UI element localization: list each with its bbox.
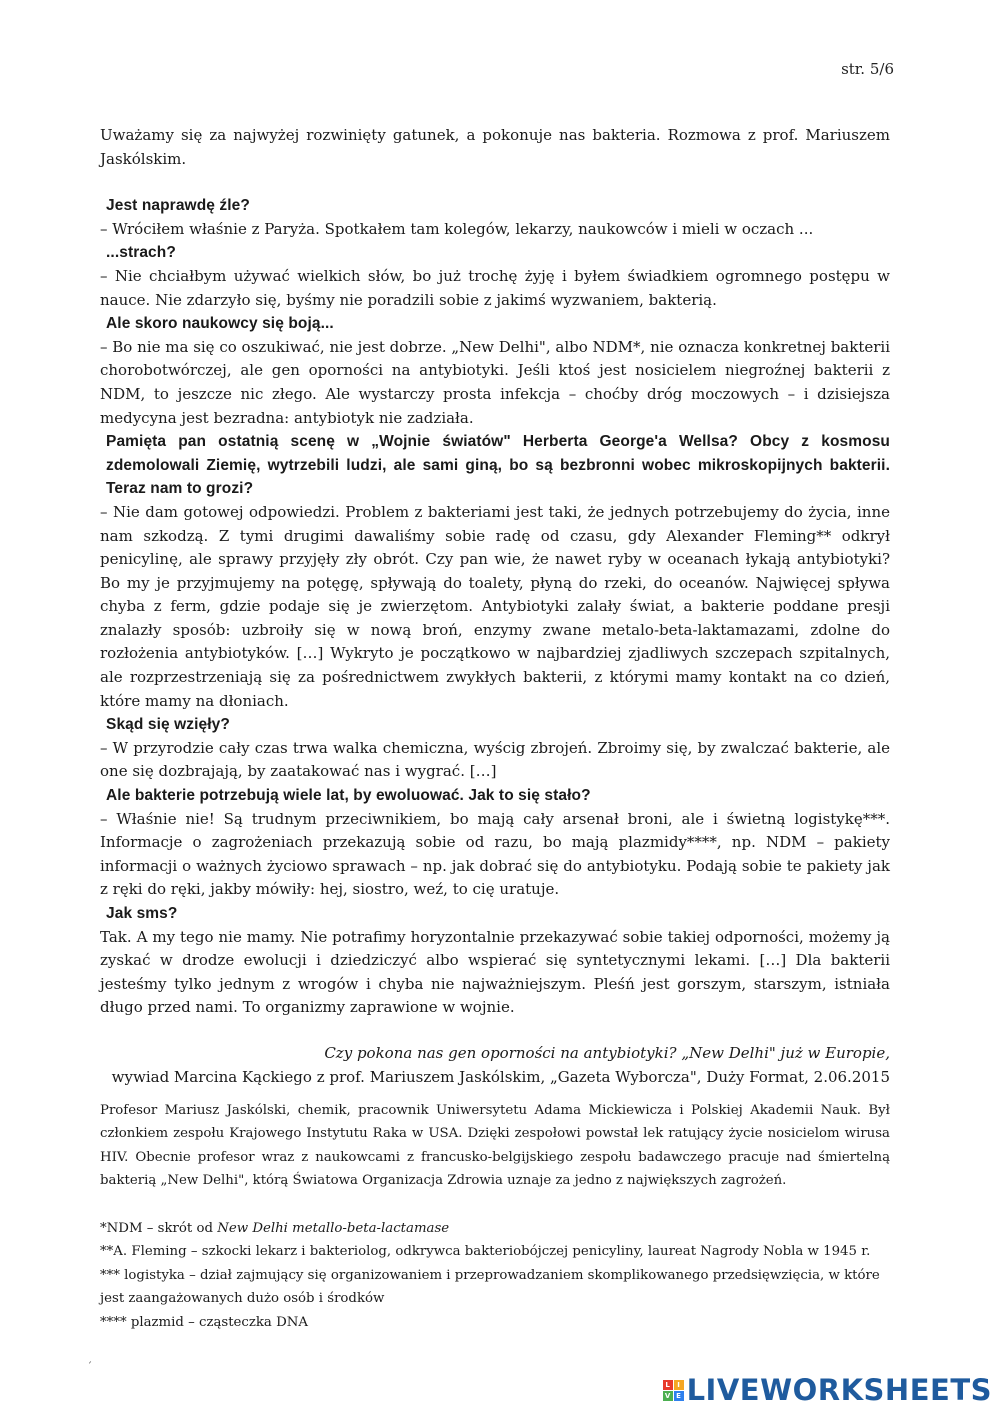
interview-answer: – Nie chciałbym używać wielkich słów, bo już trochę żyję i byłem świadkiem ogromnego postępu w nauce. Nie zdarzyło się, byśmy nie poradzili sobie z jakimś wyzwaniem, bakterią.	[100, 266, 890, 309]
interview-question: Ale skoro naukowcy się boją...	[106, 315, 334, 333]
source-citation	[100, 1042, 890, 1089]
footnote-logistyka: *** logistyka – dział zajmujący się organizowaniem i przeprowadzaniem skomplikowanego przedsięwzięcia, w które jest zaangażowanych dużo osób i środków	[100, 1267, 880, 1307]
source-details: wywiad Marcina Kąckiego z prof. Mariuszem Jaskólskim, „Gazeta Wyborcza", Duży Format, 2.06.2015	[111, 1067, 890, 1086]
interview-answer: Tak. A my tego nie mamy. Nie potrafimy horyzontalnie przekazywać sobie takiej odporności, możemy ją zyskać w drodze ewolucji i dziedziczyć albo wspierać się syntetycznymi lekami. […] Dla bakterii jesteśmy tylko jednym z wrogów i chyba nie najważniejszym. Pleśń jest gorszym, starszym, istniała długo przed nami. To organizmy zaprawione w wojnie.	[100, 927, 890, 1017]
interview-answer: – Właśnie nie! Są trudnym przeciwnikiem, bo mają cały arsenał broni, ale i świetną logistykę***. Informacje o zagrożeniach przekazują sobie od razu, bo mają plazmidy****, np. NDM – pakiety informacji o ważnych życiowo sprawach – np. jak dobrać się do antybiotyku. Podają sobie te pakiety jak z ręki do ręki, jakby mówiły: hej, siostro, weź, to cię uratuje.	[100, 809, 890, 899]
logo-letter: V	[663, 1391, 673, 1401]
logo-letter: L	[663, 1380, 673, 1390]
footnotes	[100, 1217, 890, 1334]
interview	[100, 194, 890, 1020]
interview-answer: – Wróciłem właśnie z Paryża. Spotkałem tam kolegów, lekarzy, naukowców i mieli w oczach ...	[100, 219, 814, 238]
footnote-ndm	[100, 1217, 890, 1240]
interview-question: Pamięta pan ostatnią scenę w „Wojnie światów" Herberta George'a Wellsa? Obcy z kosmosu zdemolowali Ziemię, wytrzebili ludzi, ale sami giną, bo są bezbronni wobec mikroskopijnych bakterii. Teraz nam to grozi?	[106, 433, 890, 498]
interview-question: ...strach?	[106, 244, 176, 262]
source-title: Czy pokona nas gen oporności na antybiotyki? „New Delhi" już w Europie,	[324, 1043, 890, 1062]
interview-question: Jak sms?	[106, 905, 178, 922]
footnote-plazmid: **** plazmid – cząsteczka DNA	[100, 1314, 308, 1330]
interview-question: Ale bakterie potrzebują wiele lat, by ewoluować. Jak to się stało?	[106, 787, 591, 805]
interview-answer: – Nie dam gotowej odpowiedzi. Problem z bakteriami jest taki, że jednych potrzebujemy do życia, inne nam szkodzą. Z tymi drugimi dawaliśmy sobie radę od czasu, gdy Alexander Fleming** odkrył penicylinę, ale sprawy przyjęły zły obrót. Czy pan wie, że nawet ryby w oceanach łykają antybiotyki? Bo my je przyjmujemy na potęgę, spływają do toalety, płyną do rzeki, do oceanów. Najwięcej spływa chyba z ferm, gdzie podaje się je zwierzętom. Antybiotyki zalały świat, a bakterie poddane presji znalazły sposób: uzbroiły się w nową broń, enzymy zwane metalo-beta-laktamazami, zdolne do rozłożenia antybiotyków. […] Wykryto je początkowo w najbardziej zjadliwych szczepach szpitalnych, ale rozprzestrzeniają się za pośrednictwem zwykłych bakterii, z którymi mamy kontakt na co dzień, które mamy na dłoniach.	[100, 502, 890, 710]
logo-text: LIVEWORKSHEETS	[686, 1373, 992, 1407]
logo-icon	[663, 1380, 684, 1401]
interview-question: Jest naprawdę źle?	[106, 197, 250, 215]
page-number: str. 5/6	[841, 60, 894, 78]
article-intro: Uważamy się za najwyżej rozwinięty gatunek, a pokonuje nas bakteria. Rozmowa z prof. Mariuszem Jaskólskim.	[100, 126, 890, 168]
footnote-ndm-term: New Delhi metallo-beta-lactamase	[217, 1221, 450, 1236]
interview-answer: – Bo nie ma się co oszukiwać, nie jest dobrze. „New Delhi", albo NDM*, nie oznacza konkretnej bakterii chorobotwórczej, ale gen oporności na antybiotyki. Jeśli ktoś jest nosicielem niegroźnej bakterii z NDM, to jeszcze nic złego. Ale wystarczy prosta infekcja – choćby dróg moczowych – i dzisiejsza medycyna jest bezradna: antybiotyk nie zadziała.	[100, 337, 890, 427]
footnote-ndm-prefix: *NDM – skrót od	[100, 1221, 218, 1236]
article-body	[100, 124, 890, 1089]
liveworksheets-logo	[663, 1373, 992, 1407]
author-bio: Profesor Mariusz Jaskólski, chemik, pracownik Uniwersytetu Adama Mickiewicza i Polskiej Akademii Nauk. Był członkiem zespołu Krajowego Instytutu Raka w USA. Dzięki zespołowi powstał lek ratujący życie nosicielom wirusa HIV. Obecnie profesor wraz z naukowcami z francusko-belgijskiego zespołu badawczego pracuje nad śmiertelną bakterią „New Delhi", którą Światowa Organizacja Zdrowia uznaje za jedno z największych zagrożeń.	[100, 1103, 890, 1189]
interview-question: Skąd się wzięły?	[106, 716, 230, 734]
interview-answer: – W przyrodzie cały czas trwa walka chemiczna, wyścig zbrojeń. Zbroimy się, by zwalczać bakterie, ale one się dozbrajają, by zaatakować nas i wygrać. […]	[100, 738, 890, 781]
logo-letter: E	[674, 1391, 684, 1401]
footnote-fleming: **A. Fleming – szkocki lekarz i bakteriolog, odkrywca bakteriobójczej penicyliny, laureat Nagrody Nobla w 1945 r.	[100, 1244, 871, 1260]
logo-letter: I	[674, 1380, 684, 1390]
stray-mark: ´	[87, 1362, 92, 1373]
